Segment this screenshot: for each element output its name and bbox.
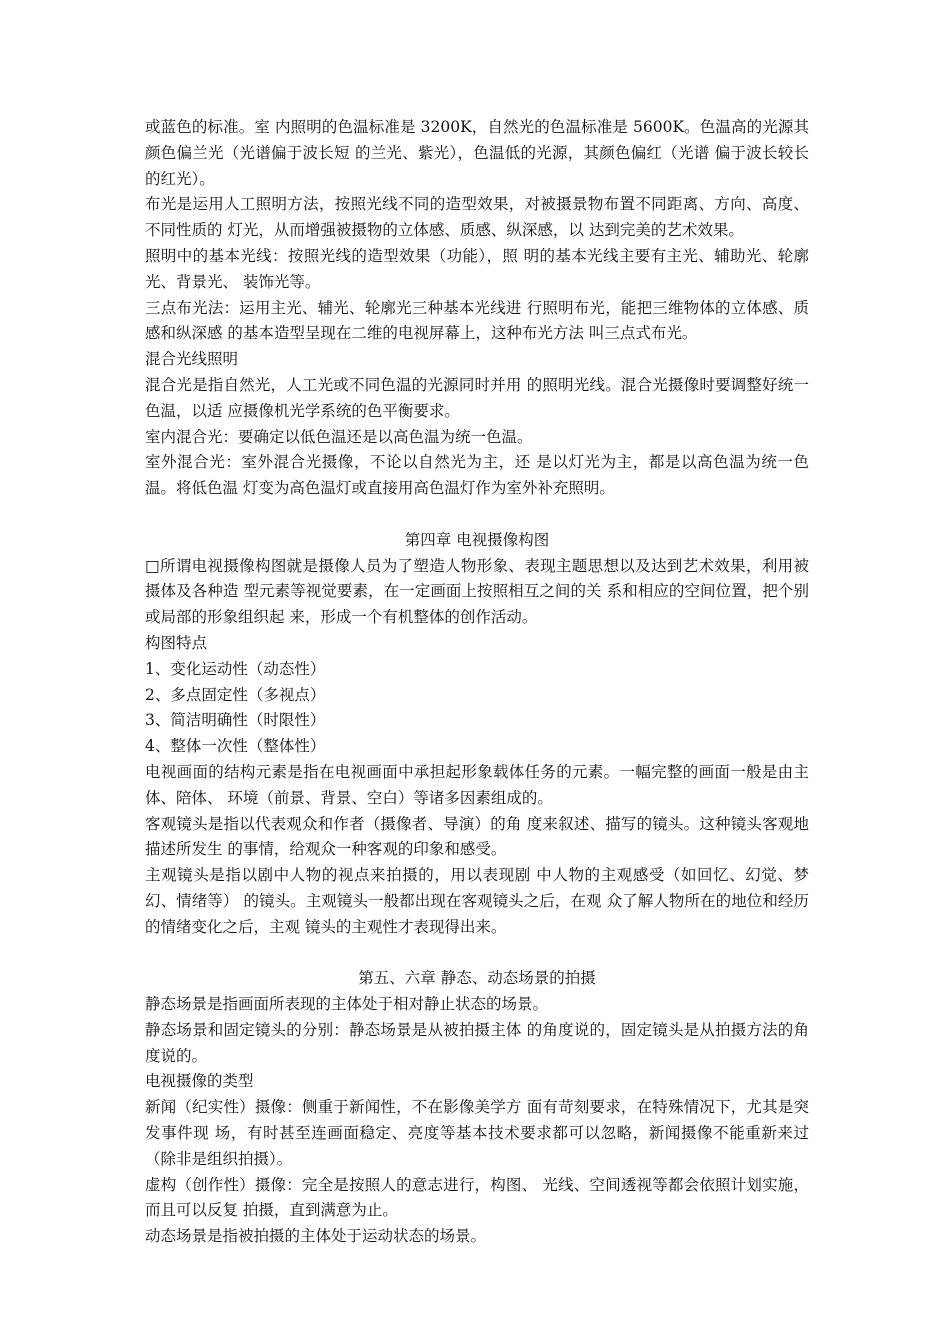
- section-subheading: 混合光线照明: [145, 350, 239, 369]
- paragraph: 静态场景和固定镜头的分别：静态场景是从被拍摄主体 的角度说的，固定镜头是从拍摄方法的角度说的。: [145, 1020, 809, 1065]
- paragraph: 布光是运用人工照明方法，按照光线不同的造型效果，对被摄景物布置不同距离、方向、高度、不同性质的 灯光，从而增强被摄物的立体感、质感、纵深感，以 达到完美的艺术效果。: [145, 195, 809, 240]
- chapter-heading: 第五、六章 静态、动态场景的拍摄: [358, 969, 596, 988]
- paragraph: 虚构（创作性）摄像：完全是按照人的意志进行，构图、 光线、空间透视等都会依照计划实施，而且可以反复 拍摄，直到满意为止。: [145, 1175, 809, 1220]
- list-item: 3、简洁明确性（时限性）: [145, 711, 326, 730]
- list-item: 4、整体一次性（整体性）: [145, 737, 326, 756]
- document-page: [145, 115, 809, 1250]
- paragraph: 客观镜头是指以代表观众和作者（摄像者、导演）的角 度来叙述、描写的镜头。这种镜头客观地描述所发生 的事情，给观众一种客观的印象和感受。: [145, 814, 809, 859]
- paragraph: 室内混合光：要确定以低色温还是以高色温为统一色温。: [145, 427, 533, 446]
- paragraph: 静态场景是指画面所表现的主体处于相对静止状态的场景。: [145, 995, 549, 1014]
- list-item: 1、变化运动性（动态性）: [145, 659, 326, 678]
- paragraph: 或蓝色的标准。室 内照明的色温标准是 3200K，自然光的色温标准是 5600K。色温高的光源其颜色偏兰光（光谱偏于波长短 的兰光、紫光），色温低的光源，其颜色偏红（光谱 偏于波长较长的红光）。: [145, 118, 809, 188]
- section-subheading: 构图特点: [145, 633, 208, 652]
- paragraph: 照明中的基本光线：按照光线的造型效果（功能），照 明的基本光线主要有主光、辅助光、轮廓光、背景光、 装饰光等。: [145, 246, 809, 291]
- paragraph: □所谓电视摄像构图就是摄像人员为了塑造人物形象、表现主题思想以及达到艺术效果，利用被摄体及各种造 型元素等视觉要素，在一定画面上按照相互之间的关 系和相应的空间位置，把个别或局部的形象组织起 来，形成一个有机整体的创作活动。: [145, 556, 809, 627]
- blank-line: [145, 502, 809, 528]
- section-subheading: 电视摄像的类型: [145, 1072, 254, 1091]
- paragraph: 室外混合光：室外混合光摄像，不论以自然光为主，还 是以灯光为主，都是以高色温为统一色温。将低色温 灯变为高色温灯或直接用高色温灯作为室外补充照明。: [145, 453, 809, 498]
- paragraph: 混合光是指自然光，人工光或不同色温的光源同时并用 的照明光线。混合光摄像时要调整好统一色温，以适 应摄像机光学系统的色平衡要求。: [145, 375, 809, 420]
- paragraph: 动态场景是指被拍摄的主体处于运动状态的场景。: [145, 1227, 487, 1246]
- paragraph: 电视画面的结构元素是指在电视画面中承担起形象载体任务的元素。一幅完整的画面一般是由主体、陪体、 环境（前景、背景、空白）等诸多因素组成的。: [145, 762, 809, 807]
- paragraph: 新闻（纪实性）摄像：侧重于新闻性，不在影像美学方 面有苛刻要求，在特殊情况下，尤其是突发事件现 场，有时甚至连画面稳定、亮度等基本技术要求都可以忽略，新闻摄像不能重新来过（除非是组织拍摄）。: [145, 1098, 809, 1168]
- paragraph: 三点布光法：运用主光、辅光、轮廓光三种基本光线进 行照明布光，能把三维物体的立体感、质感和纵深感 的基本造型呈现在二维的电视屏幕上，这种布光方法 叫三点式布光。: [145, 298, 809, 343]
- list-item: 2、多点固定性（多视点）: [145, 685, 326, 704]
- paragraph: 主观镜头是指以剧中人物的视点来拍摄的，用以表现剧 中人物的主观感受（如回忆、幻觉、梦幻、情绪等） 的镜头。主观镜头一般都出现在客观镜头之后，在观 众了解人物所在的地位和经历的情绪变化之后，主观 镜头的主观性才表现得出来。: [145, 866, 809, 936]
- chapter-heading: 第四章 电视摄像构图: [404, 530, 550, 549]
- blank-line: [145, 941, 809, 967]
